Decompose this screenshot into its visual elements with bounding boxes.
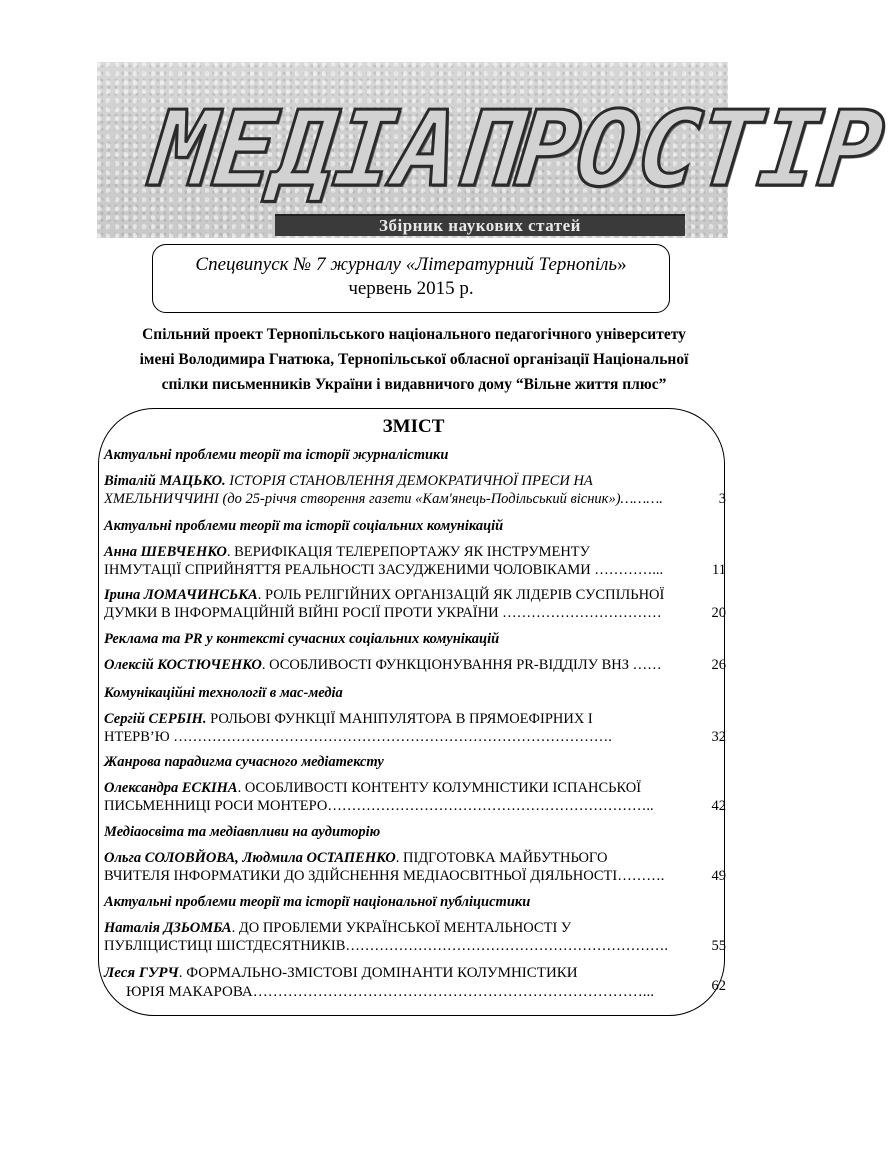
entry-author: Леся ГУРЧ [104, 965, 179, 981]
issue-box [152, 244, 670, 313]
entry-page: 32 [711, 729, 726, 745]
entry-title: . РОЛЬ РЕЛІГІЙНИХ ОРГАНІЗАЦІЙ ЯК ЛІДЕРІВ СУСПІЛЬНОЇ [257, 587, 665, 603]
section-heading: Жанрова парадигма сучасного медіатексту [104, 754, 384, 770]
entry-author: Олексій КОСТЮЧЕНКО [104, 657, 262, 673]
entry-title: . ДО ПРОБЛЕМИ УКРАЇНСЬКОЇ МЕНТАЛЬНОСТІ У [231, 920, 572, 936]
issue-date: червень 2015 р. [348, 278, 474, 299]
issue-quote-close: » [617, 254, 627, 275]
entry-title: . ОСОБЛИВОСТІ ФУНКЦІОНУВАННЯ PR-ВІДДІЛУ ВНЗ …… [261, 657, 662, 673]
entry-title: РОЛЬОВІ ФУНКЦІЇ МАНІПУЛЯТОРА В ПРЯМОЕФІРНИХ І [206, 711, 593, 727]
issue-magazine-title: Літературний Тернопіль [415, 254, 618, 275]
entry-author: Наталія ДЗЬОМБА [104, 920, 232, 936]
section-heading: Актуальні проблеми теорії та історії журналістики [104, 447, 449, 463]
entry-title: . ВЕРИФІКАЦІЯ ТЕЛЕРЕПОРТАЖУ ЯК ІНСТРУМЕНТУ [226, 544, 590, 560]
entry-page: 20 [711, 605, 726, 621]
toc-entry[interactable] [104, 586, 726, 622]
section-heading: Актуальні проблеми теорії та історії національної публіцистики [104, 894, 531, 910]
issue-line-1 [153, 253, 669, 277]
entry-title-cont: ПИСЬМЕННИЦІ РОСИ МОНТЕРО………………………………………………………….. [104, 798, 654, 814]
toc-entry[interactable] [104, 919, 726, 955]
toc-entry[interactable] [104, 543, 726, 579]
entry-title: . ПІДГОТОВКА МАЙБУТНЬОГО [395, 850, 608, 866]
masthead-image [97, 62, 887, 238]
entry-page: 62 [711, 978, 726, 994]
toc-entry[interactable] [104, 656, 726, 674]
entry-author: Сергій СЕРБІН. [104, 711, 207, 727]
entry-author: Ірина ЛОМАЧИНСЬКА [104, 587, 258, 603]
section-heading: Актуальні проблеми теорії та історії соціальних комунікацій [104, 518, 504, 534]
entry-page: 55 [711, 938, 726, 954]
section-heading: Медіаосвіта та медіавпливи на аудиторію [104, 824, 381, 840]
entry-title-cont: ПУБЛІЦИСТИЦІ ШІСТДЕСЯТНИКІВ…………………………………………………………. [104, 938, 668, 954]
toc-entry[interactable] [104, 779, 726, 815]
entry-page: 11 [712, 562, 726, 578]
masthead-subtitle: Збірник наукових статей [379, 216, 581, 235]
entry-title-cont: НТЕРВ’Ю ………………………………………………………………………………. [104, 729, 612, 745]
toc-entry[interactable] [104, 710, 726, 746]
entry-author: Ольга СОЛОВЙОВА, Людмила ОСТАПЕНКО [104, 850, 396, 866]
entry-title-cont: ЮРІЯ МАКАРОВА……………………………………………………………………... [126, 984, 655, 1000]
entry-title-cont: ІНМУТАЦІЇ СПРИЙНЯТТЯ РЕАЛЬНОСТІ ЗАСУДЖЕНИМИ ЧОЛОВІКАМИ …………... [104, 562, 664, 578]
entry-title: . ОСОБЛИВОСТІ КОНТЕНТУ КОЛУМНІСТИКИ ІСПАНСЬКОЇ [237, 780, 642, 796]
entry-page: 49 [711, 868, 726, 884]
entry-title-cont: ХМЕЛЬНИЧЧИНІ (до 25-річчя створення газети «Кам'янець-Подільський вісник»)………. [104, 491, 663, 507]
entry-page: 42 [711, 798, 726, 814]
toc-entry[interactable] [104, 849, 726, 885]
contents-title: ЗМІСТ [382, 416, 445, 437]
entry-author: Віталій МАЦЬКО. [104, 473, 226, 489]
toc-entry[interactable] [104, 964, 726, 1002]
journal-logo: МЕДІАПРОСТІР [146, 88, 887, 210]
project-line-2: імені Володимира Гнатюка, Тернопільської обласної організації Національної [139, 351, 689, 368]
toc-entry[interactable] [104, 472, 726, 508]
entry-title-cont: ВЧИТЕЛЯ ІНФОРМАТИКИ ДО ЗДІЙСНЕННЯ МЕДІАОСВІТНЬОЇ ДІЯЛЬНОСТІ………. [104, 868, 665, 884]
section-heading: Реклама та PR у контексті сучасних соціальних комунікацій [104, 631, 500, 647]
masthead-band [275, 214, 685, 236]
section-heading: Комунікаційні технології в мас-медіа [104, 685, 343, 701]
project-line-3: спілки письменників України і видавничого дому “Вільне життя плюс” [161, 376, 667, 393]
project-statement [100, 322, 728, 397]
entry-title-cont: ДУМКИ В ІНФОРМАЦІЙНІЙ ВІЙНІ РОСІЇ ПРОТИ УКРАЇНИ …………………………… [104, 605, 662, 621]
entry-author: Олександра ЕСКІНА [104, 780, 238, 796]
entry-title: . ФОРМАЛЬНО-ЗМІСТОВІ ДОМІНАНТИ КОЛУМНІСТИКИ [178, 965, 578, 981]
entry-page: 26 [711, 657, 726, 673]
entry-page: 3 [718, 491, 726, 507]
project-line-1: Спільний проект Тернопільського національного педагогічного університету [142, 326, 686, 343]
entry-title: ІСТОРІЯ СТАНОВЛЕННЯ ДЕМОКРАТИЧНОЇ ПРЕСИ НА [225, 473, 593, 489]
issue-prefix: Спецвипуск № 7 журналу « [195, 254, 416, 275]
entry-author: Анна ШЕВЧЕНКО [104, 544, 227, 560]
